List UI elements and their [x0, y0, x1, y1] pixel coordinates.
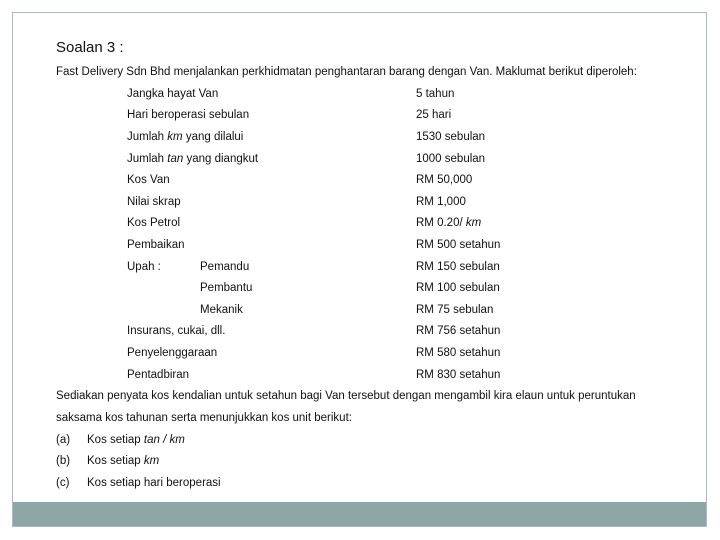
- row-label-hari-beroperasi: Hari beroperasi sebulan: [127, 109, 250, 121]
- row-label-pembaikan: Pembaikan: [127, 239, 185, 251]
- item-text-c: Kos setiap hari beroperasi: [87, 477, 221, 489]
- row-value-jangka-hayat: 5 tahun: [416, 88, 455, 100]
- instruction-line-1: Sediakan penyata kos kendalian untuk setahun bagi Van tersebut dengan mengambil kira elaun untuk peruntukan: [56, 390, 636, 402]
- row-label-kos-van: Kos Van: [127, 174, 170, 186]
- instruction-line-2: saksama kos tahunan serta menunjukkan kos unit berikut:: [56, 412, 352, 424]
- item-text-b: Kos setiap km: [87, 455, 160, 467]
- row-value-penyelenggaraan: RM 580 setahun: [416, 347, 501, 359]
- row-value-pembaikan: RM 500 setahun: [416, 239, 501, 251]
- slide-frame: [12, 12, 707, 527]
- row-label-insurans: Insurans, cukai, dll.: [127, 325, 226, 337]
- row-value-kos-van: RM 50,000: [416, 174, 473, 186]
- upah-label-pemandu: Pemandu: [200, 261, 250, 273]
- item-letter-b: (b): [56, 455, 71, 467]
- upah-label: Upah :: [127, 261, 161, 273]
- upah-value-mekanik: RM 75 sebulan: [416, 304, 494, 316]
- item-text-a: Kos setiap tan / km: [87, 434, 185, 446]
- row-value-kos-petrol: RM 0.20/ km: [416, 217, 482, 229]
- row-label-kos-petrol: Kos Petrol: [127, 217, 181, 229]
- row-value-pentadbiran: RM 830 setahun: [416, 369, 501, 381]
- row-value-insurans: RM 756 setahun: [416, 325, 501, 337]
- item-letter-c: (c): [56, 477, 70, 489]
- upah-value-pembantu: RM 100 sebulan: [416, 282, 500, 294]
- upah-label-mekanik: Mekanik: [200, 304, 243, 316]
- item-letter-a: (a): [56, 434, 71, 446]
- row-label-jangka-hayat: Jangka hayat Van: [127, 88, 219, 100]
- row-label-jumlah-km: Jumlah km yang dilalui: [127, 131, 244, 143]
- row-label-pentadbiran: Pentadbiran: [127, 369, 190, 381]
- page-title: Soalan 3 :: [56, 39, 124, 56]
- row-label-penyelenggaraan: Penyelenggaraan: [127, 347, 218, 359]
- row-value-jumlah-tan: 1000 sebulan: [416, 153, 486, 165]
- upah-label-pembantu: Pembantu: [200, 282, 253, 294]
- upah-value-pemandu: RM 150 sebulan: [416, 261, 500, 273]
- row-label-nilai-skrap: Nilai skrap: [127, 196, 181, 208]
- row-label-jumlah-tan: Jumlah tan yang diangkut: [127, 153, 259, 165]
- intro-text: Fast Delivery Sdn Bhd menjalankan perkhidmatan penghantaran barang dengan Van. Maklumat berikut diperoleh:: [56, 66, 637, 78]
- footer-bar: [13, 502, 706, 526]
- row-value-hari-beroperasi: 25 hari: [416, 109, 452, 121]
- row-value-nilai-skrap: RM 1,000: [416, 196, 466, 208]
- row-value-jumlah-km: 1530 sebulan: [416, 131, 486, 143]
